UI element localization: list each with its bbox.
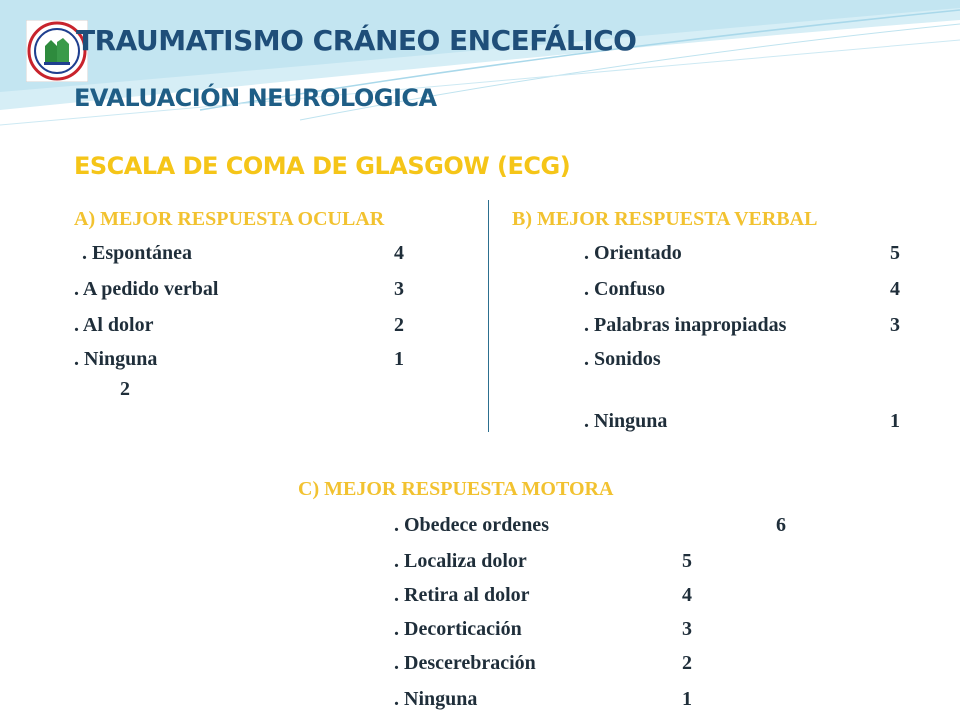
motora-item-score: 2 <box>682 652 692 674</box>
page-title: TRAUMATISMO CRÁNEO ENCEFÁLICO <box>76 24 637 57</box>
motora-item-score: 6 <box>776 514 786 536</box>
ocular-item-score: 2 <box>394 314 404 336</box>
scale-title: ESCALA DE COMA DE GLASGOW (ECG) <box>74 152 571 180</box>
column-divider <box>488 200 489 432</box>
ocular-item-label: . Espontánea <box>82 242 193 264</box>
verbal-item-label: . Confuso <box>584 278 666 300</box>
motora-item-score: 4 <box>682 584 692 606</box>
motora-item-label: . Ninguna <box>394 688 478 710</box>
motora-item-score: 1 <box>682 688 692 710</box>
motora-item-label: . Localiza dolor <box>394 550 527 572</box>
verbal-item-label: . Palabras inapropiadas <box>584 314 787 336</box>
verbal-item-score: 1 <box>890 410 900 432</box>
ocular-item-score: 4 <box>394 242 404 264</box>
motora-item-label: . Obedece ordenes <box>394 514 549 536</box>
ocular-heading: A) MEJOR RESPUESTA OCULAR <box>74 208 385 230</box>
verbal-heading: B) MEJOR RESPUESTA VERBAL <box>512 208 818 230</box>
motora-item-label: . Decorticación <box>394 618 522 640</box>
motora-item-label: . Descerebración <box>394 652 536 674</box>
ocular-item-label: . A pedido verbal <box>74 278 219 300</box>
verbal-item-label: . Ninguna <box>584 410 668 432</box>
verbal-item-score: 3 <box>890 314 900 336</box>
ocular-item-label: . Ninguna <box>74 348 158 370</box>
motora-item-label: . Retira al dolor <box>394 584 530 606</box>
motora-item-score: 3 <box>682 618 692 640</box>
verbal-item-label: . Sonidos <box>584 348 661 370</box>
verbal-item-label: . Orientado <box>584 242 682 264</box>
motora-heading: C) MEJOR RESPUESTA MOTORA <box>298 478 614 500</box>
ocular-item-score: 1 <box>394 348 404 370</box>
verbal-item-score: 5 <box>890 242 900 264</box>
stray-score-text: 2 <box>120 378 130 400</box>
motora-item-score: 5 <box>682 550 692 572</box>
header-swoosh-decoration <box>0 0 960 140</box>
ocular-item-label: . Al dolor <box>74 314 154 336</box>
verbal-item-score: 4 <box>890 278 900 300</box>
page-subtitle: EVALUACIÓN NEUROLOGICA <box>74 84 437 112</box>
ocular-item-score: 3 <box>394 278 404 300</box>
